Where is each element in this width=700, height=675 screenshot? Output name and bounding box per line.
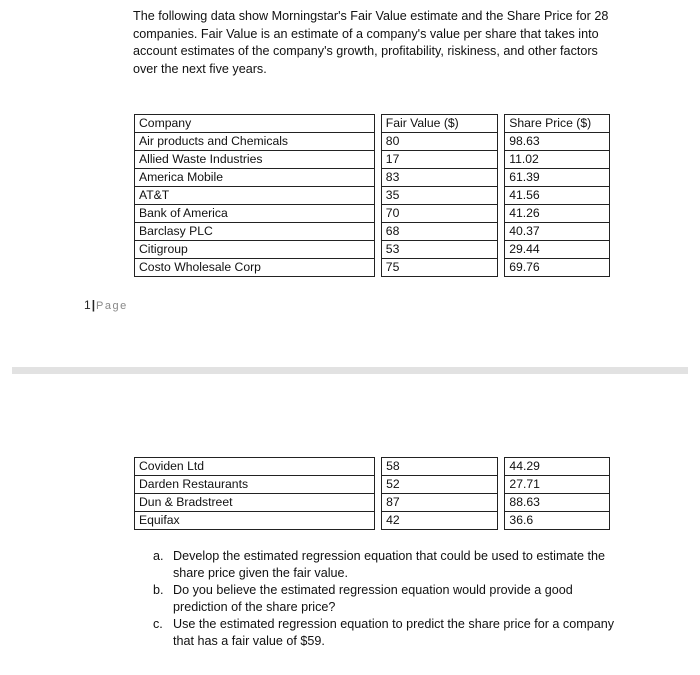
company-cell: Coviden Ltd — [135, 458, 375, 476]
fair-value-cell: 83 — [381, 169, 497, 187]
fair-value-cell: 68 — [381, 223, 497, 241]
company-cell: Allied Waste Industries — [135, 151, 375, 169]
question-list — [153, 548, 623, 650]
share-price-cell: 88.63 — [505, 494, 610, 512]
table-row — [135, 259, 610, 277]
table-row — [135, 205, 610, 223]
page-break-divider — [12, 367, 688, 374]
fair-value-cell: 58 — [382, 458, 498, 476]
share-price-cell: 98.63 — [505, 133, 610, 151]
question-item — [153, 582, 623, 616]
fair-value-cell: 35 — [381, 187, 497, 205]
header-company: Company — [135, 115, 375, 133]
table-row — [135, 223, 610, 241]
table-row — [135, 133, 610, 151]
share-price-cell: 29.44 — [505, 241, 610, 259]
question-item — [153, 548, 623, 582]
share-price-cell: 61.39 — [505, 169, 610, 187]
question-text: Use the estimated regression equation to predict the share price for a company that has a fair value of $59. — [173, 617, 615, 648]
page-number: 1 — [84, 298, 91, 312]
share-price-cell: 41.56 — [505, 187, 610, 205]
share-price-cell: 11.02 — [505, 151, 610, 169]
table-row — [135, 151, 610, 169]
fair-value-cell: 87 — [382, 494, 498, 512]
table-row — [135, 476, 610, 494]
table-row — [135, 169, 610, 187]
header-fair-value: Fair Value ($) — [381, 115, 497, 133]
question-text: Develop the estimated regression equation that could be used to estimate the share price given the fair value. — [173, 549, 605, 580]
question-item — [153, 616, 623, 650]
company-data-table-page2 — [134, 457, 610, 530]
fair-value-cell: 75 — [381, 259, 497, 277]
fair-value-cell: 17 — [381, 151, 497, 169]
share-price-cell: 41.26 — [505, 205, 610, 223]
table-row — [135, 187, 610, 205]
company-cell: Equifax — [135, 512, 375, 530]
fair-value-cell: 70 — [381, 205, 497, 223]
share-price-cell: 44.29 — [505, 458, 610, 476]
question-label: a. — [153, 549, 164, 563]
fair-value-cell: 42 — [382, 512, 498, 530]
company-cell: Costo Wholesale Corp — [135, 259, 375, 277]
table-row — [135, 494, 610, 512]
fair-value-cell: 53 — [381, 241, 497, 259]
header-share-price: Share Price ($) — [505, 115, 610, 133]
page-number-footer — [84, 298, 128, 312]
company-cell: Dun & Bradstreet — [135, 494, 375, 512]
fair-value-cell: 80 — [381, 133, 497, 151]
share-price-cell: 27.71 — [505, 476, 610, 494]
question-text: Do you believe the estimated regression equation would provide a good prediction of the share price? — [173, 583, 573, 614]
company-cell: Darden Restaurants — [135, 476, 375, 494]
company-data-table-page1 — [134, 114, 610, 277]
fair-value-cell: 52 — [382, 476, 498, 494]
company-cell: Air products and Chemicals — [135, 133, 375, 151]
question-label: b. — [153, 583, 164, 597]
page-label: Page — [96, 300, 128, 312]
intro-paragraph: The following data show Morningstar's Fair Value estimate and the Share Price for 28 companies. Fair Value is an estimate of a company's value per share that takes into account estimates of the company's growth, profitability, riskiness, and other factors over the next five years. — [133, 9, 609, 76]
company-cell: AT&T — [135, 187, 375, 205]
share-price-cell: 36.6 — [505, 512, 610, 530]
table-row — [135, 512, 610, 530]
share-price-cell: 69.76 — [505, 259, 610, 277]
table-row — [135, 241, 610, 259]
table-header-row — [135, 115, 610, 133]
company-cell: America Mobile — [135, 169, 375, 187]
table-row — [135, 458, 610, 476]
page-separator: | — [91, 298, 96, 312]
company-cell: Bank of America — [135, 205, 375, 223]
share-price-cell: 40.37 — [505, 223, 610, 241]
question-label: c. — [153, 617, 163, 631]
company-cell: Barclasy PLC — [135, 223, 375, 241]
company-cell: Citigroup — [135, 241, 375, 259]
